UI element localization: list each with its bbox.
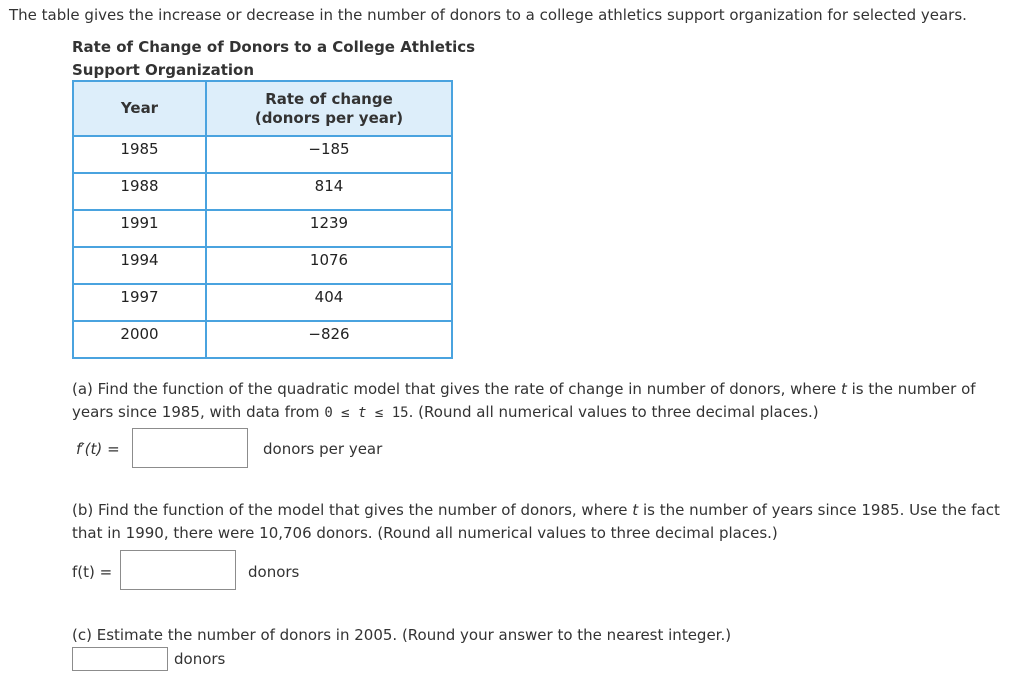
year-cell: 1991 (73, 210, 206, 247)
f-prime-answer-input[interactable] (132, 428, 248, 468)
f-label: f(t) (72, 563, 95, 581)
table-header-row (73, 81, 452, 136)
rate-cell: 814 (206, 173, 452, 210)
part-b-text-2: is the number of years since 1985. Use the fact that in 1990, there were 10,706 donors. (Round all numerical values to three decimal places.) (72, 501, 1000, 542)
equals-sign: = (107, 440, 120, 458)
range-1: 0 ≤ (324, 405, 359, 421)
rate-cell: −826 (206, 321, 452, 358)
part-c-unit: donors (174, 650, 226, 668)
rate-cell: −185 (206, 136, 452, 173)
rate-header (206, 81, 452, 136)
table-row (73, 247, 452, 284)
part-b-unit: donors (248, 563, 300, 581)
rate-cell: 1239 (206, 210, 452, 247)
table-row (73, 210, 452, 247)
part-b-text-1: (b) Find the function of the model that gives the number of donors, where (72, 501, 633, 519)
year-cell: 1985 (73, 136, 206, 173)
table-title-line2: Support Organization (72, 61, 255, 79)
year-cell: 1994 (73, 247, 206, 284)
year-cell: 1988 (73, 173, 206, 210)
f-answer-input[interactable] (120, 550, 236, 590)
year-cell: 2000 (73, 321, 206, 358)
range-var: t (358, 405, 367, 421)
year-header: Year (73, 81, 206, 136)
table-row (73, 136, 452, 173)
part-b-question (72, 499, 1002, 545)
rate-cell: 1076 (206, 247, 452, 284)
table-row (73, 284, 452, 321)
part-a-label (76, 440, 120, 458)
part-a-var: t (840, 380, 847, 398)
part-b-label (72, 563, 112, 581)
rate-cell: 404 (206, 284, 452, 321)
rate-header-line2: (donors per year) (254, 108, 404, 127)
donors-2005-answer-input[interactable] (72, 647, 168, 671)
table-title (72, 36, 502, 82)
part-a-unit: donors per year (263, 440, 383, 458)
part-a-text-1: (a) Find the function of the quadratic model that gives the rate of change in number of donors, where (72, 380, 841, 398)
table-title-line1: Rate of Change of Donors to a College Athletics (72, 38, 476, 56)
part-c-question: (c) Estimate the number of donors in 2005. (Round your answer to the nearest integer.) (72, 626, 732, 644)
intro-text: The table gives the increase or decrease in the number of donors to a college athletics support organization for selected years. (9, 6, 967, 24)
table-row (73, 173, 452, 210)
part-a-question (72, 378, 1002, 425)
part-a-text-2: is the number of years since 1985, with data from (72, 380, 976, 421)
f-prime-label: f′(t) (76, 440, 103, 458)
table-row (73, 321, 452, 358)
year-cell: 1997 (73, 284, 206, 321)
part-b-var: t (632, 501, 639, 519)
equals-sign: = (99, 563, 113, 581)
donor-rate-table (72, 80, 453, 359)
part-a-text-3: . (Round all numerical values to three decimal places.) (408, 403, 819, 421)
range-2: ≤ 15 (366, 405, 409, 421)
rate-header-line1: Rate of change (265, 89, 393, 108)
